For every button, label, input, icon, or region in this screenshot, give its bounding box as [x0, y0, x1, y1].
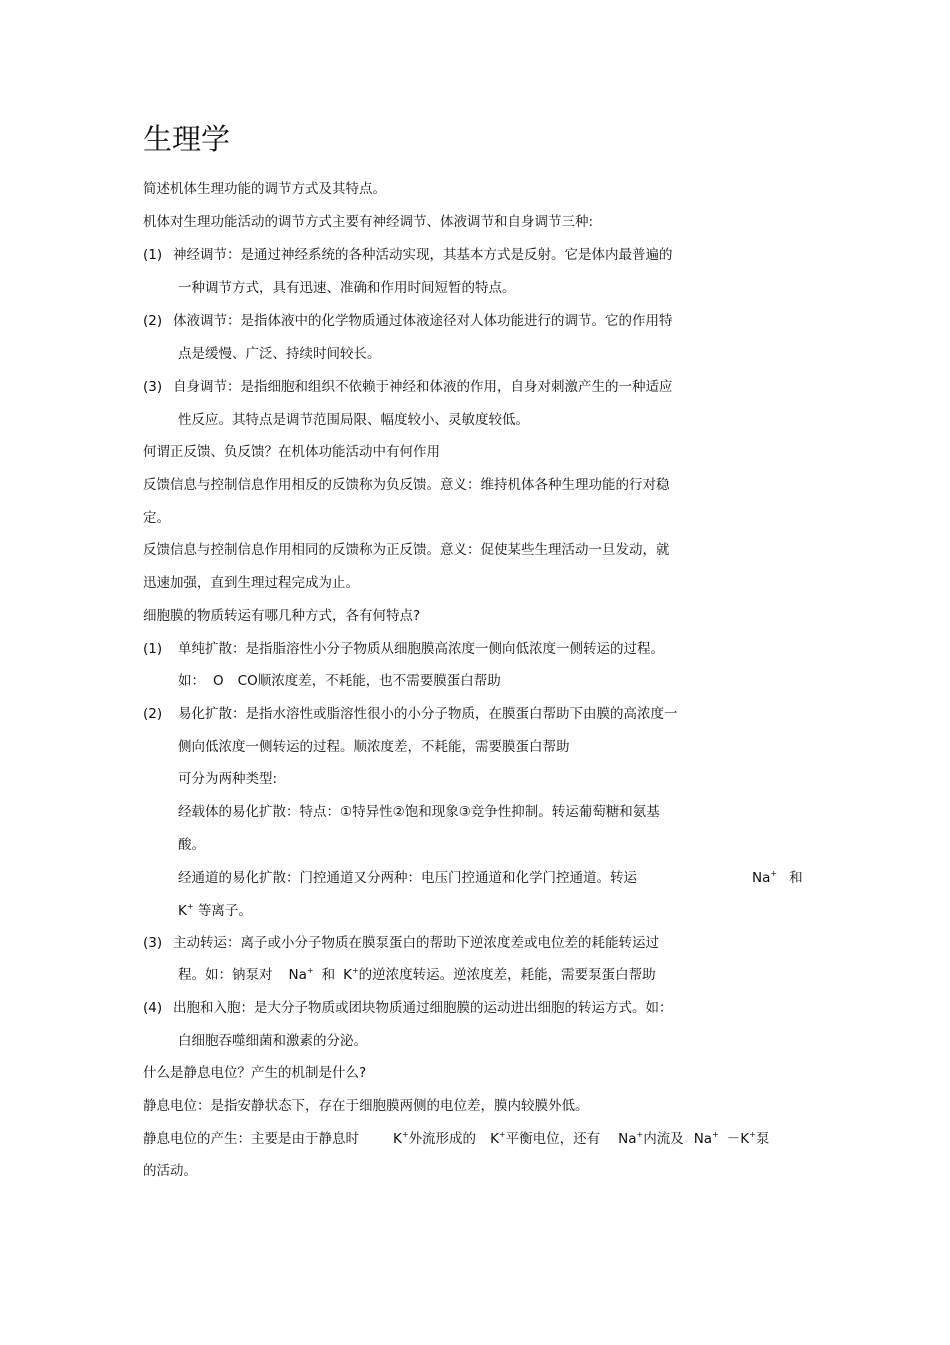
- potassium-symbol: K: [343, 967, 352, 983]
- question-resting-potential: 什么是静息电位？产生的机制是什么?: [143, 1065, 367, 1081]
- neural-regulation-line1: 神经调节：是通过神经系统的各种活动实现，其基本方式是反射。它是体内最普遍的: [173, 247, 673, 263]
- plus-charge: +: [498, 1130, 506, 1139]
- active-transport-line2: [178, 966, 656, 984]
- list-number: (2): [143, 313, 163, 329]
- active-transport-line1: 主动转运：离子或小分子物质在膜泵蛋白的帮助下逆浓度差或电位差的耗能转运过: [173, 935, 659, 951]
- pump-dash-potassium: －K: [726, 1131, 750, 1147]
- pump-label: 泵: [755, 1131, 770, 1147]
- auto-regulation-line1: 自身调节：是指细胞和组织不依赖于神经和体液的作用，自身对刺激产生的一种适应: [173, 379, 673, 395]
- mechanism-influx: 内流及: [643, 1131, 684, 1147]
- facilitated-diffusion-line2: 侧向低浓度一侧转运的过程。顺浓度差，不耗能，需要膜蛋白帮助: [178, 739, 570, 755]
- question-membrane-transport: 细胞膜的物质转运有哪几种方式，各有何特点?: [143, 608, 421, 624]
- list-number: (2): [143, 706, 163, 722]
- list-number: (3): [143, 935, 163, 951]
- carrier-diffusion-line2: 酸。: [178, 837, 205, 853]
- list-number: (1): [143, 247, 163, 263]
- resting-potential-definition: 静息电位：是指安静状态下，存在于细胞膜两侧的电位差，膜内较膜外低。: [143, 1098, 589, 1114]
- mechanism-lead: 静息电位的产生：主要是由于静息时: [143, 1131, 359, 1147]
- oxygen-label: O: [213, 673, 224, 689]
- mechanism-efflux: 外流形成的: [408, 1131, 477, 1147]
- simple-diffusion-example: [178, 672, 501, 690]
- humoral-regulation-line1: 体液调节：是指体液中的化学物质通过体液途径对人体功能进行的调节。它的作用特: [173, 313, 673, 329]
- plus-charge: +: [186, 902, 194, 911]
- plus-charge: +: [712, 1130, 719, 1139]
- facilitated-diffusion-types: 可分为两种类型:: [178, 771, 278, 787]
- facilitated-diffusion-line1: 易化扩散：是指水溶性或脂溶性很小的小分子物质，在膜蛋白帮助下由膜的高浓度一: [178, 706, 678, 722]
- list-number: (1): [143, 641, 163, 657]
- channel-diffusion-line1: 经通道的易化扩散：门控通道又分两种：电压门控通道和化学门控通道。转运: [178, 870, 637, 886]
- endo-exocytosis-line2: 白细胞吞噬细菌和激素的分泌。: [178, 1033, 367, 1049]
- conjunction-and: 和: [789, 870, 803, 886]
- channel-ions-rest: 等离子。: [197, 903, 252, 919]
- resting-potential-mechanism-line1: [143, 1130, 769, 1148]
- carbon-dioxide-label: CO: [237, 673, 258, 689]
- potassium-symbol: K: [393, 1131, 402, 1147]
- active-transport-rest: 的逆浓度转运。逆浓度差，耗能，需要泵蛋白帮助: [358, 967, 656, 983]
- sodium-symbol: Na: [618, 1131, 637, 1147]
- simple-diffusion-line1: 单纯扩散：是指脂溶性小分子物质从细胞膜高浓度一侧向低浓度一侧转运的过程。: [178, 641, 664, 657]
- auto-regulation-line2: 性反应。其特点是调节范围局限、幅度较小、灵敏度较低。: [178, 412, 529, 428]
- example-rest: 顺浓度差，不耗能，也不需要膜蛋白帮助: [257, 673, 501, 689]
- conjunction-and: 和: [321, 967, 336, 983]
- channel-diffusion-line2: [178, 902, 252, 920]
- negative-feedback-line2: 定。: [143, 510, 170, 526]
- mechanism-equilibrium: 平衡电位，还有: [505, 1131, 601, 1147]
- carrier-diffusion-line1: 经载体的易化扩散：特点：①特异性②饱和现象③竞争性抑制。转运葡萄糖和氨基: [178, 804, 660, 820]
- example-prefix: 如：: [178, 673, 205, 689]
- resting-potential-mechanism-line2: 的活动。: [143, 1163, 197, 1179]
- positive-feedback-line2: 迅速加强，直到生理过程完成为止。: [143, 575, 359, 591]
- sodium-symbol: Na: [288, 967, 307, 983]
- sodium-symbol: Na: [752, 870, 771, 886]
- sodium-symbol: Na: [693, 1131, 713, 1147]
- endo-exocytosis-line1: 出胞和入胞：是大分子物质或团块物质通过细胞膜的运动进出细胞的转运方式。如：: [173, 1000, 673, 1016]
- active-transport-lead: 程。如：钠泵对: [178, 967, 273, 983]
- question-regulation: 简述机体生理功能的调节方式及其特点。: [143, 181, 386, 197]
- positive-feedback-line1: 反馈信息与控制信息作用相同的反馈称为正反馈。意义：促使某些生理活动一旦发动，就: [143, 542, 670, 558]
- plus-charge: +: [749, 1130, 756, 1139]
- potassium-symbol: K: [178, 903, 187, 919]
- plus-charge: +: [770, 869, 778, 878]
- list-number: (4): [143, 1000, 163, 1016]
- list-number: (3): [143, 379, 163, 395]
- plus-charge: +: [401, 1130, 409, 1139]
- question-feedback: 何谓正反馈、负反馈？在机体功能活动中有何作用: [143, 444, 440, 460]
- page-title: 生理学: [143, 122, 231, 156]
- negative-feedback-line1: 反馈信息与控制信息作用相反的反馈称为负反馈。意义：维持机体各种生理功能的行对稳: [143, 477, 670, 493]
- humoral-regulation-line2: 点是缓慢、广泛、持续时间较长。: [178, 346, 381, 362]
- regulation-intro: 机体对生理功能活动的调节方式主要有神经调节、体液调节和自身调节三种:: [143, 214, 594, 230]
- potassium-symbol: K: [490, 1131, 499, 1147]
- neural-regulation-line2: 一种调节方式，具有迅速、准确和作用时间短暂的特点。: [178, 280, 516, 296]
- plus-charge: +: [351, 966, 359, 975]
- plus-charge: +: [306, 966, 314, 975]
- plus-charge: +: [636, 1130, 644, 1139]
- channel-sodium-ion: [752, 869, 803, 887]
